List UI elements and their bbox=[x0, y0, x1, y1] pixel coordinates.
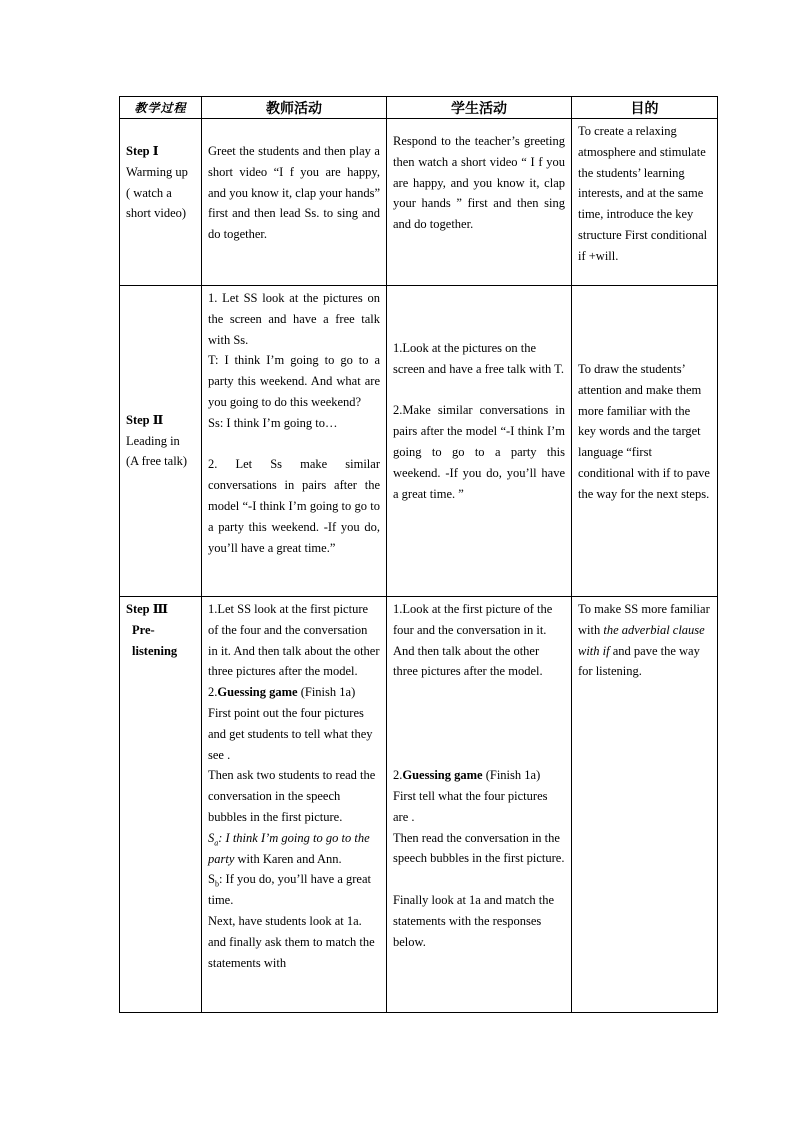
step3-purpose-cell bbox=[572, 597, 718, 1013]
step3-teacher-p2 bbox=[208, 682, 380, 703]
step2-subtitle: Leading in (A free talk) bbox=[126, 433, 188, 469]
step3-purpose-pre: To make SS more familiar with bbox=[578, 602, 710, 637]
step3-teacher-p3: First point out the four pictures and get students to tell what they see . bbox=[208, 705, 373, 762]
step2-teacher-p3: Ss: I think I’m going to… bbox=[208, 415, 338, 430]
step3-student-cell bbox=[387, 597, 572, 1013]
step3-label-cell bbox=[120, 597, 202, 1013]
step3-teacher-p4: Then ask two students to read the conversation in the speech bubbles in the first picture. bbox=[208, 768, 376, 824]
step1-purpose-text: To create a relaxing atmosphere and stimulate the students’ learning interests, and at the same time, introduce the key structure First conditional if +will. bbox=[578, 124, 708, 263]
step2-student-p2: 2.Make similar conversations in pairs after the model “-I think I’m going to go to a party this weekend. -If you do, you’ll have a great time. ” bbox=[393, 403, 565, 501]
step2-student-cell bbox=[387, 286, 572, 597]
step1-student-text: Respond to the teacher’s greeting then watch a short video “ I f you are happy, and you know it, clap your hands ” first and then sing and do together. bbox=[393, 134, 565, 232]
step3-sa-post: with Karen and Ann. bbox=[234, 851, 342, 866]
step3-teacher-p2-pre: 2. bbox=[208, 685, 218, 700]
step3-sa-italic: : I think I’m going to go to the party bbox=[208, 830, 370, 866]
step1-teacher-cell bbox=[202, 119, 387, 286]
step2-purpose-cell bbox=[572, 286, 718, 597]
step3-subtitle: Pre-listening bbox=[132, 622, 178, 658]
step2-student-p1: 1.Look at the pictures on the screen and have a free talk with T. bbox=[393, 341, 564, 376]
step3-sa-letter: S bbox=[208, 830, 215, 845]
step3-purpose-italic: the adverbial clause with if bbox=[578, 622, 705, 658]
step3-student-p5: Finally look at 1a and match the statements with the responses below. bbox=[393, 892, 555, 949]
step3-teacher-p7: Next, have students look at 1a. and finally ask them to match the statements with bbox=[208, 913, 375, 970]
step3-student-p3: First tell what the four pictures are . bbox=[393, 788, 548, 824]
header-row bbox=[120, 97, 718, 119]
step1-purpose-cell bbox=[572, 119, 718, 286]
step3-row bbox=[120, 597, 718, 1013]
header-purpose: 目的 bbox=[572, 97, 718, 119]
step3-student-p1: 1.Look at the first picture of the four and the conversation in it. And then talk about the other three pictures after the model. bbox=[393, 602, 553, 679]
step3-teacher-p5 bbox=[208, 828, 380, 870]
step3-purpose-post: and pave the way for listening. bbox=[578, 643, 700, 679]
step1-row bbox=[120, 119, 718, 286]
step2-teacher-p4: 2. Let Ss make similar conversations in pairs after the model “-I think I’m going to go to a party this weekend. -If you do, you’ll have a great time.” bbox=[208, 457, 380, 555]
step3-teacher-cell bbox=[202, 597, 387, 1013]
step1-student-cell bbox=[387, 119, 572, 286]
step2-teacher-p1: 1. Let SS look at the pictures on the screen and have a free talk with Ss. bbox=[208, 291, 380, 347]
step2-row bbox=[120, 286, 718, 597]
step2-label-cell bbox=[120, 286, 202, 597]
step3-sa-sub: a bbox=[214, 838, 219, 848]
step1-teacher-text: Greet the students and then play a short video “I f you are happy, and you know it, clap your hands” first and then lead Ss. to sing and do together. bbox=[208, 144, 380, 242]
step3-sb-sub: b bbox=[214, 879, 219, 889]
step3-student-p2 bbox=[393, 765, 565, 786]
step3-teacher-p2-post: (Finish 1a) bbox=[297, 685, 356, 700]
step3-student-p2-pre: 2. bbox=[393, 768, 403, 783]
header-student-activity: 学生活动 bbox=[387, 97, 572, 119]
step3-student-guessing-game: Guessing game bbox=[402, 768, 483, 783]
step3-student-p4: Then read the conversation in the speech bubbles in the first picture. bbox=[393, 830, 565, 866]
step2-teacher-cell bbox=[202, 286, 387, 597]
step3-purpose-text bbox=[578, 599, 711, 682]
step2-title: Step Ⅱ bbox=[126, 412, 164, 427]
step3-teacher-guessing-game: Guessing game bbox=[217, 685, 298, 700]
step3-teacher-p6 bbox=[208, 869, 380, 911]
lesson-plan-table bbox=[119, 96, 718, 1013]
step3-teacher-p1: 1.Let SS look at the first picture of the four and the conversation in it. And then talk about the other three pictures after the model. bbox=[208, 602, 380, 679]
step1-subtitle: Warming up ( watch a short video) bbox=[126, 164, 188, 221]
step3-student-p2-post: (Finish 1a) bbox=[482, 768, 541, 783]
step3-title: Step Ⅲ bbox=[126, 602, 168, 616]
header-process: 教学过程 bbox=[120, 97, 202, 119]
step2-teacher-p2: T: I think I’m going to go to a party this weekend. And what are you going to do this weekend? bbox=[208, 353, 380, 409]
step1-label-cell bbox=[120, 119, 202, 286]
step2-purpose-text: To draw the students’ attention and make them more familiar with the key words and the target language “first conditional with if to pave the way for the next steps. bbox=[578, 362, 710, 501]
step3-sb-text: : If you do, you’ll have a great time. bbox=[208, 872, 371, 908]
step3-sb-letter: S bbox=[208, 872, 215, 887]
step1-title: Step Ⅰ bbox=[126, 144, 159, 158]
header-teacher-activity: 教师活动 bbox=[202, 97, 387, 119]
